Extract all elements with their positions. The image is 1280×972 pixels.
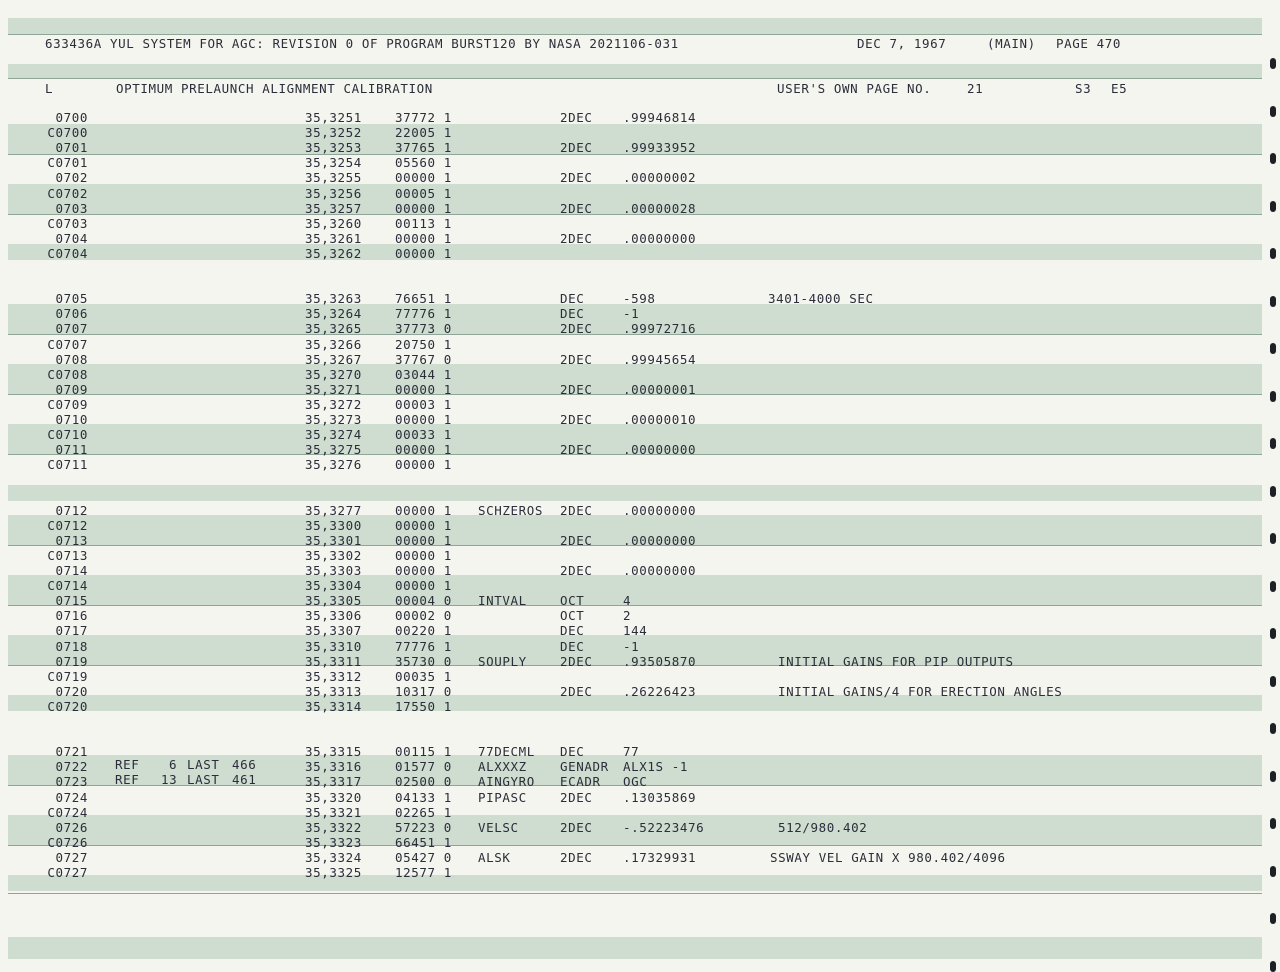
listing-addr: 35,3304 bbox=[305, 578, 362, 594]
listing-operand: OGC bbox=[623, 774, 648, 790]
listing-word: 17550 1 bbox=[395, 698, 452, 714]
listing-addr: 35,3267 bbox=[305, 351, 362, 367]
listing-addr: 35,3257 bbox=[305, 200, 362, 216]
listing-word: 03044 1 bbox=[395, 366, 452, 382]
listing-word: 35730 0 bbox=[395, 653, 452, 669]
paper-shade-band bbox=[8, 18, 1262, 34]
listing-addr: 35,3317 bbox=[305, 774, 362, 790]
listing-word: 20750 1 bbox=[395, 336, 452, 352]
tractor-feed-hole bbox=[1270, 723, 1276, 734]
listing-op: 2DEC bbox=[560, 789, 593, 805]
listing-operand: .00000000 bbox=[623, 532, 697, 548]
listing-operand: .00000000 bbox=[623, 442, 697, 458]
listing-operand: .99946814 bbox=[623, 110, 697, 125]
listing-line: C0713 bbox=[47, 547, 88, 563]
listing-word: 77776 1 bbox=[395, 638, 452, 654]
listing-cross-lastn: 461 bbox=[232, 772, 257, 788]
listing-addr: 35,3262 bbox=[305, 245, 362, 261]
listing-addr: 35,3316 bbox=[305, 759, 362, 775]
listing-addr: 35,3301 bbox=[305, 532, 362, 548]
tractor-feed-hole bbox=[1270, 676, 1276, 687]
listing-cross-ref: REF bbox=[115, 757, 140, 773]
listing-comment: 512/980.402 bbox=[778, 819, 868, 835]
listing-operand: .00000028 bbox=[623, 200, 697, 216]
listing-label: ALXXXZ bbox=[478, 759, 527, 775]
listing-addr: 35,3266 bbox=[305, 336, 362, 352]
listing-line: 0700 bbox=[55, 110, 88, 125]
listing-word: 00033 1 bbox=[395, 427, 452, 443]
listing-line: 0708 bbox=[55, 351, 88, 367]
listing-word: 00113 1 bbox=[395, 215, 452, 231]
listing-addr: 35,3324 bbox=[305, 849, 362, 865]
tractor-feed-hole bbox=[1270, 106, 1276, 117]
listing-op: 2DEC bbox=[560, 819, 593, 835]
listing-op: 2DEC bbox=[560, 170, 593, 186]
subheader-column: L bbox=[45, 81, 54, 96]
tractor-feed-hole bbox=[1270, 533, 1276, 544]
listing-addr: 35,3276 bbox=[305, 457, 362, 473]
listing-line: 0713 bbox=[55, 532, 88, 548]
listing-operand: .99945654 bbox=[623, 351, 697, 367]
tractor-feed-hole bbox=[1270, 438, 1276, 449]
listing-op: GENADR bbox=[560, 759, 609, 775]
listing-word: 00000 1 bbox=[395, 457, 452, 473]
listing-line: 0702 bbox=[55, 170, 88, 186]
listing-label: SOUPLY bbox=[478, 653, 527, 669]
listing-word: 02500 0 bbox=[395, 774, 452, 790]
listing-op: ECADR bbox=[560, 774, 601, 790]
listing-addr: 35,3300 bbox=[305, 517, 362, 533]
listing-word: 00115 1 bbox=[395, 744, 452, 760]
listing-addr: 35,3274 bbox=[305, 427, 362, 443]
subheader-title: OPTIMUM PRELAUNCH ALIGNMENT CALIBRATION bbox=[116, 81, 433, 96]
listing-addr: 35,3256 bbox=[305, 185, 362, 201]
listing-word: 00220 1 bbox=[395, 623, 452, 639]
listing-word: 00003 1 bbox=[395, 396, 452, 412]
listing-word: 37773 0 bbox=[395, 321, 452, 337]
listing-op: 2DEC bbox=[560, 200, 593, 216]
listing-operand: ALX1S -1 bbox=[623, 759, 689, 775]
listing-op: 2DEC bbox=[560, 683, 593, 699]
listing-cross-refn: 13 bbox=[161, 772, 178, 788]
listing-op: DEC bbox=[560, 291, 585, 307]
tractor-feed-hole bbox=[1270, 391, 1276, 402]
listing-word: 00000 1 bbox=[395, 578, 452, 594]
listing-op: 2DEC bbox=[560, 502, 593, 518]
listing-word: 00004 0 bbox=[395, 593, 452, 609]
paper-shade-band bbox=[8, 575, 1262, 605]
tractor-feed-hole bbox=[1270, 486, 1276, 497]
listing-addr: 35,3310 bbox=[305, 638, 362, 654]
listing-word: 01577 0 bbox=[395, 759, 452, 775]
tractor-feed-hole bbox=[1270, 771, 1276, 782]
listing-line: C0704 bbox=[47, 245, 88, 261]
listing-line: C0701 bbox=[47, 155, 88, 171]
listing-line: 0717 bbox=[55, 623, 88, 639]
listing-word: 04133 1 bbox=[395, 789, 452, 805]
listing-word: 00002 0 bbox=[395, 608, 452, 624]
listing-addr: 35,3272 bbox=[305, 396, 362, 412]
listing-word: 37772 1 bbox=[395, 110, 452, 125]
header-date: DEC 7, 1967 bbox=[857, 36, 947, 51]
listing-addr: 35,3263 bbox=[305, 291, 362, 307]
paper-shade-band bbox=[8, 64, 1262, 78]
listing-line: C0707 bbox=[47, 336, 88, 352]
listing-line: C0710 bbox=[47, 427, 88, 443]
listing-addr: 35,3255 bbox=[305, 170, 362, 186]
listing-line: C0711 bbox=[47, 457, 88, 473]
listing-operand: .99933952 bbox=[623, 140, 697, 156]
listing-comment: 3401-4000 SEC bbox=[768, 291, 874, 307]
listing-word: 00000 1 bbox=[395, 200, 452, 216]
listing-operand: 77 bbox=[623, 744, 640, 760]
listing-op: 2DEC bbox=[560, 563, 593, 578]
subheader-e: E5 bbox=[1111, 81, 1128, 96]
listing-word: 00000 1 bbox=[395, 517, 452, 533]
listing-op: 2DEC bbox=[560, 532, 593, 548]
listing-line: 0701 bbox=[55, 140, 88, 156]
tractor-feed-hole bbox=[1270, 248, 1276, 259]
listing-addr: 35,3251 bbox=[305, 110, 362, 125]
listing-line: 0709 bbox=[55, 381, 88, 397]
listing-operand: .00000000 bbox=[623, 563, 697, 578]
listing-addr: 35,3322 bbox=[305, 819, 362, 835]
listing-op: 2DEC bbox=[560, 140, 593, 156]
listing-operand: .13035869 bbox=[623, 789, 697, 805]
listing-cross-last: LAST bbox=[187, 757, 220, 773]
listing-line: 0727 bbox=[55, 849, 88, 865]
listing-line: 0719 bbox=[55, 653, 88, 669]
listing-word: 00000 1 bbox=[395, 412, 452, 427]
listing-comment: INITIAL GAINS/4 FOR ERECTION ANGLES bbox=[778, 683, 1063, 699]
listing-word: 12577 1 bbox=[395, 865, 452, 880]
listing-word: 66451 1 bbox=[395, 834, 452, 850]
listing-addr: 35,3307 bbox=[305, 623, 362, 639]
listing-word: 57223 0 bbox=[395, 819, 452, 835]
listing-operand: .26226423 bbox=[623, 683, 697, 699]
listing-op: 2DEC bbox=[560, 653, 593, 669]
paper-rule-line bbox=[8, 605, 1262, 606]
paper-shade-band bbox=[8, 485, 1262, 501]
listing-addr: 35,3303 bbox=[305, 563, 362, 578]
listing-addr: 35,3312 bbox=[305, 668, 362, 684]
subheader-users-page-no: 21 bbox=[967, 81, 984, 96]
listing-operand: 2 bbox=[623, 608, 632, 624]
listing-word: 00000 1 bbox=[395, 532, 452, 548]
listing-line: 0718 bbox=[55, 638, 88, 654]
listing-word: 00000 1 bbox=[395, 502, 452, 518]
listing-line: 0723 bbox=[55, 774, 88, 790]
listing-line: 0724 bbox=[55, 789, 88, 805]
header-main: (MAIN) bbox=[987, 36, 1036, 51]
listing-word: 00000 1 bbox=[395, 442, 452, 458]
listing-line: C0714 bbox=[47, 578, 88, 594]
listing-line: C0724 bbox=[47, 804, 88, 820]
listing-word: 22005 1 bbox=[395, 125, 452, 141]
listing-addr: 35,3277 bbox=[305, 502, 362, 518]
listing-addr: 35,3314 bbox=[305, 698, 362, 714]
tractor-feed-hole bbox=[1270, 58, 1276, 69]
listing-op: 2DEC bbox=[560, 230, 593, 246]
listing-op: DEC bbox=[560, 744, 585, 760]
listing-operand: .00000000 bbox=[623, 230, 697, 246]
listing-word: 00035 1 bbox=[395, 668, 452, 684]
listing-addr: 35,3254 bbox=[305, 155, 362, 171]
listing-addr: 35,3325 bbox=[305, 865, 362, 880]
listing-addr: 35,3265 bbox=[305, 321, 362, 337]
listing-addr: 35,3311 bbox=[305, 653, 362, 669]
tractor-feed-hole bbox=[1270, 296, 1276, 307]
listing-addr: 35,3270 bbox=[305, 366, 362, 382]
listing-line: C0726 bbox=[47, 834, 88, 850]
listing-line: C0709 bbox=[47, 396, 88, 412]
listing-op: 2DEC bbox=[560, 381, 593, 397]
listing-word: 05560 1 bbox=[395, 155, 452, 171]
tractor-feed-hole bbox=[1270, 913, 1276, 924]
listing-op: DEC bbox=[560, 306, 585, 322]
listing-word: 00000 1 bbox=[395, 381, 452, 397]
listing-op: 2DEC bbox=[560, 110, 593, 125]
listing-addr: 35,3260 bbox=[305, 215, 362, 231]
listing-label: AINGYRO bbox=[478, 774, 535, 790]
listing-op: 2DEC bbox=[560, 412, 593, 427]
listing-addr: 35,3321 bbox=[305, 804, 362, 820]
listing-word: 00000 1 bbox=[395, 547, 452, 563]
paper-rule-line bbox=[8, 893, 1262, 894]
listing-line: 0721 bbox=[55, 744, 88, 760]
tractor-feed-hole bbox=[1270, 343, 1276, 354]
paper-shade-band bbox=[8, 937, 1262, 959]
paper-shade-band bbox=[8, 875, 1262, 891]
listing-operand: 4 bbox=[623, 593, 632, 609]
listing-line: 0714 bbox=[55, 563, 88, 578]
listing-op: 2DEC bbox=[560, 351, 593, 367]
listing-line: C0703 bbox=[47, 215, 88, 231]
listing-operand: -.52223476 bbox=[623, 819, 705, 835]
listing-op: DEC bbox=[560, 638, 585, 654]
listing-operand: -598 bbox=[623, 291, 656, 307]
listing-line: 0720 bbox=[55, 683, 88, 699]
listing-operand: .93505870 bbox=[623, 653, 697, 669]
listing-operand: -1 bbox=[623, 638, 640, 654]
listing-line: C0727 bbox=[47, 865, 88, 880]
listing-addr: 35,3306 bbox=[305, 608, 362, 624]
paper-rule-line bbox=[8, 34, 1262, 35]
listing-operand: 144 bbox=[623, 623, 648, 639]
tractor-feed-hole bbox=[1270, 628, 1276, 639]
listing-addr: 35,3320 bbox=[305, 789, 362, 805]
paper-rule-line bbox=[8, 845, 1262, 846]
listing-addr: 35,3264 bbox=[305, 306, 362, 322]
listing-line: 0707 bbox=[55, 321, 88, 337]
listing-line: 0705 bbox=[55, 291, 88, 307]
listing-addr: 35,3313 bbox=[305, 683, 362, 699]
listing-word: 00000 1 bbox=[395, 170, 452, 186]
listing-cross-ref: REF bbox=[115, 772, 140, 788]
listing-word: 37765 1 bbox=[395, 140, 452, 156]
subheader-s: S3 bbox=[1075, 81, 1092, 96]
listing-word: 76651 1 bbox=[395, 291, 452, 307]
listing-addr: 35,3305 bbox=[305, 593, 362, 609]
listing-operand: .00000001 bbox=[623, 381, 697, 397]
listing-line: 0722 bbox=[55, 759, 88, 775]
listing-line: C0700 bbox=[47, 125, 88, 141]
listing-line: C0708 bbox=[47, 366, 88, 382]
tractor-feed-hole bbox=[1270, 818, 1276, 829]
listing-operand: .00000010 bbox=[623, 412, 697, 427]
tractor-feed-hole bbox=[1270, 201, 1276, 212]
listing-word: 00005 1 bbox=[395, 185, 452, 201]
paper-rule-line bbox=[8, 78, 1262, 79]
listing-label: VELSC bbox=[478, 819, 519, 835]
paper-shade-band bbox=[8, 244, 1262, 260]
listing-cross-refn: 6 bbox=[169, 757, 178, 773]
listing-line: 0716 bbox=[55, 608, 88, 624]
listing-cross-lastn: 466 bbox=[232, 757, 257, 773]
listing-addr: 35,3315 bbox=[305, 744, 362, 760]
listing-addr: 35,3271 bbox=[305, 381, 362, 397]
listing-addr: 35,3323 bbox=[305, 834, 362, 850]
listing-operand: .00000000 bbox=[623, 502, 697, 518]
listing-word: 77776 1 bbox=[395, 306, 452, 322]
listing-line: 0726 bbox=[55, 819, 88, 835]
listing-word: 10317 0 bbox=[395, 683, 452, 699]
tractor-feed-hole bbox=[1270, 581, 1276, 592]
listing-op: 2DEC bbox=[560, 442, 593, 458]
listing-line: C0719 bbox=[47, 668, 88, 684]
listing-label: ALSK bbox=[478, 849, 511, 865]
listing-label: SCHZEROS bbox=[478, 502, 544, 518]
listing-word: 37767 0 bbox=[395, 351, 452, 367]
listing-line: 0703 bbox=[55, 200, 88, 216]
listing-line: 0715 bbox=[55, 593, 88, 609]
listing-line: 0712 bbox=[55, 502, 88, 518]
listing-word: 00000 1 bbox=[395, 230, 452, 246]
listing-operand: -1 bbox=[623, 306, 640, 322]
listing-word: 00000 1 bbox=[395, 245, 452, 261]
listing-addr: 35,3261 bbox=[305, 230, 362, 246]
listing-line: 0710 bbox=[55, 412, 88, 427]
listing-label: INTVAL bbox=[478, 593, 527, 609]
listing-line: 0711 bbox=[55, 442, 88, 458]
listing-operand: .17329931 bbox=[623, 849, 697, 865]
header-title: 633436A YUL SYSTEM FOR AGC: REVISION 0 OF PROGRAM BURST120 BY NASA 2021106-031 bbox=[45, 36, 679, 51]
listing-addr: 35,3253 bbox=[305, 140, 362, 156]
listing-op: 2DEC bbox=[560, 849, 593, 865]
listing-addr: 35,3273 bbox=[305, 412, 362, 427]
listing-word: 00000 1 bbox=[395, 563, 452, 578]
listing-op: OCT bbox=[560, 608, 585, 624]
listing-comment: INITIAL GAINS FOR PIP OUTPUTS bbox=[778, 653, 1014, 669]
subheader-users-page: USER'S OWN PAGE NO. bbox=[777, 81, 932, 96]
listing-word: 05427 0 bbox=[395, 849, 452, 865]
listing-label: 77DECML bbox=[478, 744, 535, 760]
listing-line: 0704 bbox=[55, 230, 88, 246]
listing-addr: 35,3252 bbox=[305, 125, 362, 141]
listing-line: C0712 bbox=[47, 517, 88, 533]
listing-op: 2DEC bbox=[560, 321, 593, 337]
listing-op: OCT bbox=[560, 593, 585, 609]
listing-addr: 35,3302 bbox=[305, 547, 362, 563]
listing-line: 0706 bbox=[55, 306, 88, 322]
listing-addr: 35,3275 bbox=[305, 442, 362, 458]
listing-operand: .00000002 bbox=[623, 170, 697, 186]
listing-label: PIPASC bbox=[478, 789, 527, 805]
listing-word: 02265 1 bbox=[395, 804, 452, 820]
listing-cross-last: LAST bbox=[187, 772, 220, 788]
tractor-feed-hole bbox=[1270, 153, 1276, 164]
header-page: PAGE 470 bbox=[1056, 36, 1122, 51]
tractor-feed-hole bbox=[1270, 866, 1276, 877]
listing-op: DEC bbox=[560, 623, 585, 639]
listing-line: C0702 bbox=[47, 185, 88, 201]
listing-comment: SSWAY VEL GAIN X 980.402/4096 bbox=[770, 849, 1006, 865]
listing-operand: .99972716 bbox=[623, 321, 697, 337]
listing-line: C0720 bbox=[47, 698, 88, 714]
tractor-feed-hole bbox=[1270, 961, 1276, 972]
